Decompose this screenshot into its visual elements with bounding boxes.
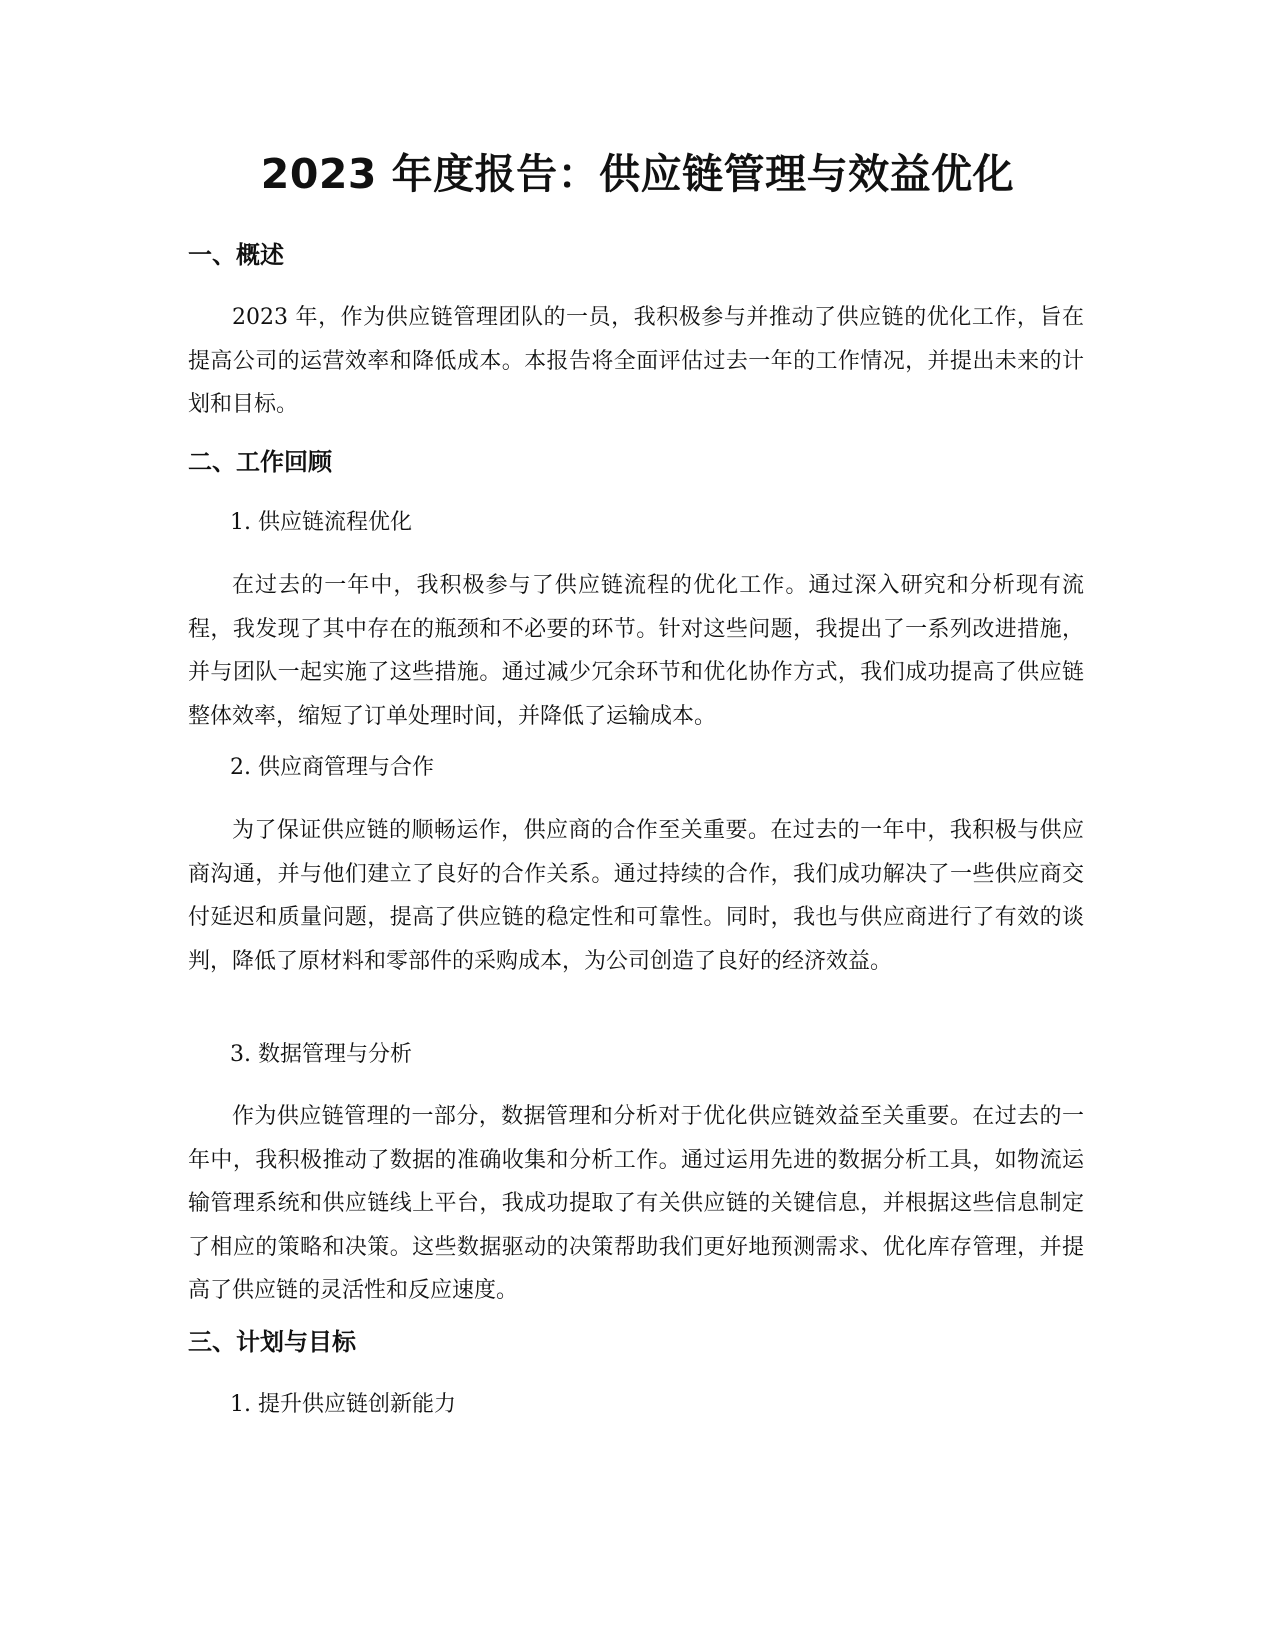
section-heading-plans: 三、计划与目标: [188, 1328, 356, 1356]
supplier-management-paragraph: 为了保证供应链的顺畅运作，供应商的合作至关重要。在过去的一年中，我积极与供应商沟通，并与他们建立了良好的合作关系。通过持续的合作，我们成功解决了一些供应商交付延迟和质量问题，提高了供应链的稳定性和可靠性。同时，我也与供应商进行了有效的谈判，降低了原材料和零部件的采购成本，为公司创造了良好的经济效益。: [188, 818, 1084, 974]
section-heading-review: 二、工作回顾: [188, 448, 332, 476]
overview-paragraph: 2023 年，作为供应链管理团队的一员，我积极参与并推动了供应链的优化工作，旨在提高公司的运营效率和降低成本。本报告将全面评估过去一年的工作情况，并提出未来的计划和目标。: [188, 305, 1084, 417]
subheading-process-optimization: 1. 供应链流程优化: [230, 510, 412, 535]
process-optimization-paragraph: 在过去的一年中，我积极参与了供应链流程的优化工作。通过深入研究和分析现有流程，我发现了其中存在的瓶颈和不必要的环节。针对这些问题，我提出了一系列改进措施，并与团队一起实施了这些措施。通过减少冗余环节和优化协作方式，我们成功提高了供应链整体效率，缩短了订单处理时间，并降低了运输成本。: [188, 573, 1084, 729]
subheading-data-management: 3. 数据管理与分析: [230, 1042, 412, 1067]
subheading-innovation: 1. 提升供应链创新能力: [230, 1392, 456, 1417]
document-title: 2023 年度报告：供应链管理与效益优化: [260, 150, 1015, 198]
data-management-paragraph: 作为供应链管理的一部分，数据管理和分析对于优化供应链效益至关重要。在过去的一年中，我积极推动了数据的准确收集和分析工作。通过运用先进的数据分析工具，如物流运输管理系统和供应链线上平台，我成功提取了有关供应链的关键信息，并根据这些信息制定了相应的策略和决策。这些数据驱动的决策帮助我们更好地预测需求、优化库存管理，并提高了供应链的灵活性和反应速度。: [188, 1104, 1084, 1303]
subheading-supplier-management: 2. 供应商管理与合作: [230, 755, 434, 780]
section-heading-overview: 一、概述: [188, 241, 284, 269]
